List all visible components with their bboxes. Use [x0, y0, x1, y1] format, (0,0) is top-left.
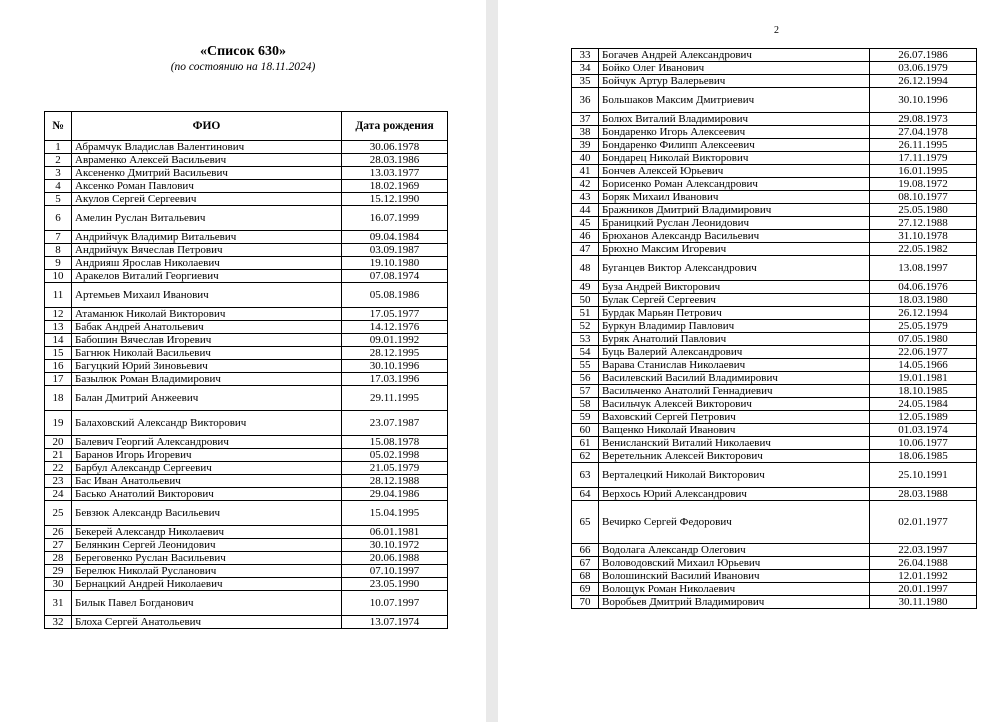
row-full-name: Бабошин Вячеслав Игоревич [72, 334, 342, 347]
row-number: 1 [45, 141, 72, 154]
table-row [45, 526, 448, 539]
table-row [45, 373, 448, 386]
row-full-name: Бойчук Артур Валерьевич [599, 75, 870, 88]
row-number: 41 [572, 165, 599, 178]
row-birth-date: 03.06.1979 [870, 62, 977, 75]
row-birth-date: 26.12.1994 [870, 75, 977, 88]
table-row [572, 333, 977, 346]
table-row [572, 372, 977, 385]
table-row [572, 113, 977, 126]
row-birth-date: 10.06.1977 [870, 437, 977, 450]
row-full-name: Василевский Василий Владимирович [599, 372, 870, 385]
row-full-name: Васильчук Алексей Викторович [599, 398, 870, 411]
row-number: 61 [572, 437, 599, 450]
row-full-name: Богачев Андрей Александрович [599, 49, 870, 62]
row-birth-date: 29.04.1986 [342, 488, 448, 501]
row-full-name: Баранов Игорь Игоревич [72, 449, 342, 462]
row-full-name: Браницкий Руслан Леонидович [599, 217, 870, 230]
row-birth-date: 25.10.1991 [870, 463, 977, 488]
row-birth-date: 14.12.1976 [342, 321, 448, 334]
header-number: № [45, 112, 72, 141]
row-number: 50 [572, 294, 599, 307]
row-full-name: Балевич Георгий Александрович [72, 436, 342, 449]
page-number: 2 [774, 25, 779, 36]
table-row [572, 281, 977, 294]
row-number: 55 [572, 359, 599, 372]
row-full-name: Амелин Руслан Витальевич [72, 206, 342, 231]
row-full-name: Авраменко Алексей Васильевич [72, 154, 342, 167]
row-full-name: Багуцкий Юрий Зиновьевич [72, 360, 342, 373]
row-birth-date: 22.06.1977 [870, 346, 977, 359]
table-row [45, 180, 448, 193]
row-full-name: Борисенко Роман Александрович [599, 178, 870, 191]
table-row [572, 488, 977, 501]
row-birth-date: 26.04.1988 [870, 557, 977, 570]
table-row [572, 320, 977, 333]
row-number: 33 [572, 49, 599, 62]
row-full-name: Береговенко Руслан Васильевич [72, 552, 342, 565]
row-birth-date: 18.03.1980 [870, 294, 977, 307]
table-row [572, 583, 977, 596]
row-number: 28 [45, 552, 72, 565]
document-page-1 [0, 0, 486, 722]
row-full-name: Боряк Михаил Иванович [599, 191, 870, 204]
row-number: 24 [45, 488, 72, 501]
table-row [572, 165, 977, 178]
row-number: 57 [572, 385, 599, 398]
table-row [45, 334, 448, 347]
row-number: 2 [45, 154, 72, 167]
row-birth-date: 22.03.1997 [870, 544, 977, 557]
row-number: 13 [45, 321, 72, 334]
table-row [45, 231, 448, 244]
persons-table-page-1 [44, 111, 448, 629]
row-birth-date: 30.10.1972 [342, 539, 448, 552]
row-full-name: Багнюк Николай Васильевич [72, 347, 342, 360]
row-number: 36 [572, 88, 599, 113]
row-number: 64 [572, 488, 599, 501]
row-full-name: Бернацкий Андрей Николаевич [72, 578, 342, 591]
row-number: 27 [45, 539, 72, 552]
row-number: 5 [45, 193, 72, 206]
row-full-name: Андрийчук Владимир Витальевич [72, 231, 342, 244]
row-number: 12 [45, 308, 72, 321]
row-number: 20 [45, 436, 72, 449]
row-birth-date: 06.01.1981 [342, 526, 448, 539]
row-birth-date: 07.08.1974 [342, 270, 448, 283]
row-full-name: Буряк Анатолий Павлович [599, 333, 870, 346]
table-row [572, 139, 977, 152]
table-row [572, 570, 977, 583]
row-number: 52 [572, 320, 599, 333]
row-full-name: Варава Станислав Николаевич [599, 359, 870, 372]
row-full-name: Бондарец Николай Викторович [599, 152, 870, 165]
row-birth-date: 23.05.1990 [342, 578, 448, 591]
row-birth-date: 16.07.1999 [342, 206, 448, 231]
row-full-name: Верхось Юрий Александрович [599, 488, 870, 501]
table-row [45, 167, 448, 180]
table-row [45, 154, 448, 167]
row-full-name: Аракелов Виталий Георгиевич [72, 270, 342, 283]
row-birth-date: 21.05.1979 [342, 462, 448, 475]
row-birth-date: 13.08.1997 [870, 256, 977, 281]
row-number: 42 [572, 178, 599, 191]
row-number: 4 [45, 180, 72, 193]
table-row [45, 270, 448, 283]
table-row [572, 385, 977, 398]
row-number: 44 [572, 204, 599, 217]
row-full-name: Болюх Виталий Владимирович [599, 113, 870, 126]
row-birth-date: 02.01.1977 [870, 501, 977, 544]
row-birth-date: 12.05.1989 [870, 411, 977, 424]
row-birth-date: 28.03.1988 [870, 488, 977, 501]
row-number: 53 [572, 333, 599, 346]
row-number: 29 [45, 565, 72, 578]
row-number: 30 [45, 578, 72, 591]
row-full-name: Буркун Владимир Павлович [599, 320, 870, 333]
row-full-name: Аксененко Дмитрий Васильевич [72, 167, 342, 180]
row-birth-date: 07.10.1997 [342, 565, 448, 578]
row-full-name: Билык Павел Богданович [72, 591, 342, 616]
row-number: 38 [572, 126, 599, 139]
row-number: 40 [572, 152, 599, 165]
row-birth-date: 13.07.1974 [342, 616, 448, 629]
row-number: 15 [45, 347, 72, 360]
row-birth-date: 30.10.1996 [870, 88, 977, 113]
row-birth-date: 15.12.1990 [342, 193, 448, 206]
table-row [572, 62, 977, 75]
table-row [572, 230, 977, 243]
table-row [45, 283, 448, 308]
row-full-name: Абрамчук Владислав Валентинович [72, 141, 342, 154]
row-birth-date: 12.01.1992 [870, 570, 977, 583]
row-number: 34 [572, 62, 599, 75]
row-birth-date: 19.08.1972 [870, 178, 977, 191]
row-number: 21 [45, 449, 72, 462]
row-birth-date: 30.11.1980 [870, 596, 977, 609]
header-full-name: ФИО [72, 112, 342, 141]
row-number: 37 [572, 113, 599, 126]
row-full-name: Веретельник Алексей Викторович [599, 450, 870, 463]
table-row [572, 49, 977, 62]
row-birth-date: 27.12.1988 [870, 217, 977, 230]
row-number: 67 [572, 557, 599, 570]
row-full-name: Блоха Сергей Анатольевич [72, 616, 342, 629]
row-birth-date: 15.08.1978 [342, 436, 448, 449]
row-birth-date: 18.06.1985 [870, 450, 977, 463]
row-birth-date: 26.12.1994 [870, 307, 977, 320]
row-full-name: Бас Иван Анатольевич [72, 475, 342, 488]
row-number: 39 [572, 139, 599, 152]
row-birth-date: 26.11.1995 [870, 139, 977, 152]
row-full-name: Балан Дмитрий Анжеевич [72, 386, 342, 411]
row-number: 68 [572, 570, 599, 583]
table-row [572, 359, 977, 372]
row-birth-date: 16.01.1995 [870, 165, 977, 178]
row-birth-date: 10.07.1997 [342, 591, 448, 616]
row-birth-date: 14.05.1966 [870, 359, 977, 372]
row-number: 56 [572, 372, 599, 385]
row-birth-date: 26.07.1986 [870, 49, 977, 62]
row-full-name: Басько Анатолий Викторович [72, 488, 342, 501]
row-full-name: Буза Андрей Викторович [599, 281, 870, 294]
row-birth-date: 24.05.1984 [870, 398, 977, 411]
row-birth-date: 09.01.1992 [342, 334, 448, 347]
row-birth-date: 18.10.1985 [870, 385, 977, 398]
row-full-name: Волошинский Василий Иванович [599, 570, 870, 583]
row-full-name: Берелюк Николай Русланович [72, 565, 342, 578]
table-row [45, 347, 448, 360]
table-row [572, 450, 977, 463]
row-birth-date: 19.01.1981 [870, 372, 977, 385]
row-full-name: Буць Валерий Александрович [599, 346, 870, 359]
row-number: 3 [45, 167, 72, 180]
row-birth-date: 30.06.1978 [342, 141, 448, 154]
row-number: 69 [572, 583, 599, 596]
row-birth-date: 13.03.1977 [342, 167, 448, 180]
row-birth-date: 17.11.1979 [870, 152, 977, 165]
table-row [572, 307, 977, 320]
row-full-name: Атаманюк Николай Викторович [72, 308, 342, 321]
row-full-name: Вечирко Сергей Федорович [599, 501, 870, 544]
row-full-name: Волощук Роман Николаевич [599, 583, 870, 596]
table-row [45, 475, 448, 488]
row-full-name: Акулов Сергей Сергеевич [72, 193, 342, 206]
table-row [572, 75, 977, 88]
row-number: 65 [572, 501, 599, 544]
row-number: 22 [45, 462, 72, 475]
row-number: 70 [572, 596, 599, 609]
table-row [572, 346, 977, 359]
table-header-row [45, 112, 448, 141]
row-birth-date: 03.09.1987 [342, 244, 448, 257]
table-row [45, 436, 448, 449]
row-full-name: Бойко Олег Иванович [599, 62, 870, 75]
row-number: 26 [45, 526, 72, 539]
table-row [45, 501, 448, 526]
table-row [45, 206, 448, 231]
row-full-name: Бондаренко Игорь Алексеевич [599, 126, 870, 139]
row-full-name: Бекерей Александр Николаевич [72, 526, 342, 539]
row-number: 66 [572, 544, 599, 557]
row-birth-date: 05.02.1998 [342, 449, 448, 462]
row-number: 10 [45, 270, 72, 283]
row-birth-date: 22.05.1982 [870, 243, 977, 256]
table-row [45, 141, 448, 154]
row-full-name: Большаков Максим Дмитриевич [599, 88, 870, 113]
document-title: «Список 630» [199, 44, 287, 59]
row-full-name: Венисланский Виталий Николаевич [599, 437, 870, 450]
row-birth-date: 29.08.1973 [870, 113, 977, 126]
row-birth-date: 08.10.1977 [870, 191, 977, 204]
table-row [572, 557, 977, 570]
row-number: 8 [45, 244, 72, 257]
row-number: 7 [45, 231, 72, 244]
row-birth-date: 04.06.1976 [870, 281, 977, 294]
row-birth-date: 15.04.1995 [342, 501, 448, 526]
document-page-2 [498, 0, 1000, 722]
row-full-name: Булак Сергей Сергеевич [599, 294, 870, 307]
row-full-name: Водолага Александр Олегович [599, 544, 870, 557]
row-number: 19 [45, 411, 72, 436]
table-row [572, 152, 977, 165]
table-row [45, 552, 448, 565]
row-full-name: Бевзюк Александр Васильевич [72, 501, 342, 526]
row-number: 51 [572, 307, 599, 320]
row-number: 32 [45, 616, 72, 629]
row-number: 43 [572, 191, 599, 204]
row-number: 17 [45, 373, 72, 386]
row-number: 9 [45, 257, 72, 270]
row-number: 47 [572, 243, 599, 256]
table-row [45, 411, 448, 436]
row-full-name: Ваховский Сергей Петрович [599, 411, 870, 424]
row-birth-date: 23.07.1987 [342, 411, 448, 436]
row-number: 11 [45, 283, 72, 308]
row-number: 25 [45, 501, 72, 526]
row-full-name: Бабак Андрей Анатольевич [72, 321, 342, 334]
row-full-name: Воробьев Дмитрий Владимирович [599, 596, 870, 609]
row-birth-date: 17.05.1977 [342, 308, 448, 321]
table-row [45, 308, 448, 321]
table-row [572, 88, 977, 113]
row-full-name: Белянкин Сергей Леонидович [72, 539, 342, 552]
row-full-name: Брюхно Максим Игоревич [599, 243, 870, 256]
row-full-name: Верталецкий Николай Викторович [599, 463, 870, 488]
table-row [572, 126, 977, 139]
table-row [572, 191, 977, 204]
document-subtitle: (по состоянию на 18.11.2024) [170, 61, 316, 73]
row-birth-date: 09.04.1984 [342, 231, 448, 244]
row-birth-date: 28.03.1986 [342, 154, 448, 167]
row-birth-date: 19.10.1980 [342, 257, 448, 270]
row-number: 35 [572, 75, 599, 88]
row-birth-date: 28.12.1995 [342, 347, 448, 360]
table-row [572, 243, 977, 256]
row-full-name: Артемьев Михаил Иванович [72, 283, 342, 308]
table-row [45, 193, 448, 206]
row-number: 58 [572, 398, 599, 411]
row-birth-date: 25.05.1980 [870, 204, 977, 217]
row-birth-date: 29.11.1995 [342, 386, 448, 411]
row-number: 49 [572, 281, 599, 294]
table-row [572, 398, 977, 411]
row-number: 31 [45, 591, 72, 616]
table-row [45, 386, 448, 411]
row-full-name: Аксенко Роман Павлович [72, 180, 342, 193]
row-number: 59 [572, 411, 599, 424]
table-row [572, 424, 977, 437]
row-birth-date: 20.01.1997 [870, 583, 977, 596]
row-number: 16 [45, 360, 72, 373]
row-full-name: Воловодовский Михаил Юрьевич [599, 557, 870, 570]
row-birth-date: 20.06.1988 [342, 552, 448, 565]
table-row [45, 449, 448, 462]
row-number: 48 [572, 256, 599, 281]
table-row [572, 294, 977, 307]
row-birth-date: 18.02.1969 [342, 180, 448, 193]
table-row [572, 596, 977, 609]
row-full-name: Бурдак Марьян Петрович [599, 307, 870, 320]
row-birth-date: 30.10.1996 [342, 360, 448, 373]
row-full-name: Андрияш Ярослав Николаевич [72, 257, 342, 270]
persons-table-page-2 [571, 48, 977, 609]
table-row [572, 217, 977, 230]
row-number: 62 [572, 450, 599, 463]
table-row [572, 544, 977, 557]
row-full-name: Балаховский Александр Викторович [72, 411, 342, 436]
row-full-name: Андрийчук Вячеслав Петрович [72, 244, 342, 257]
row-number: 45 [572, 217, 599, 230]
row-birth-date: 07.05.1980 [870, 333, 977, 346]
table-row [45, 244, 448, 257]
row-full-name: Базылюк Роман Владимирович [72, 373, 342, 386]
row-full-name: Васильченко Анатолий Геннадиевич [599, 385, 870, 398]
table-row [45, 462, 448, 475]
table-row [572, 463, 977, 488]
table-row [45, 591, 448, 616]
table-row [45, 578, 448, 591]
row-number: 60 [572, 424, 599, 437]
row-full-name: Бондаренко Филипп Алексеевич [599, 139, 870, 152]
row-birth-date: 01.03.1974 [870, 424, 977, 437]
row-birth-date: 28.12.1988 [342, 475, 448, 488]
row-full-name: Бражников Дмитрий Владимирович [599, 204, 870, 217]
row-number: 6 [45, 206, 72, 231]
row-number: 23 [45, 475, 72, 488]
row-birth-date: 05.08.1986 [342, 283, 448, 308]
table-row [572, 204, 977, 217]
row-full-name: Брюханов Александр Васильевич [599, 230, 870, 243]
row-number: 63 [572, 463, 599, 488]
table-row [572, 256, 977, 281]
table-row [45, 488, 448, 501]
row-number: 14 [45, 334, 72, 347]
row-number: 46 [572, 230, 599, 243]
row-birth-date: 17.03.1996 [342, 373, 448, 386]
table-row [572, 178, 977, 191]
row-birth-date: 27.04.1978 [870, 126, 977, 139]
row-full-name: Барбул Александр Сергеевич [72, 462, 342, 475]
row-full-name: Ващенко Николай Иванович [599, 424, 870, 437]
row-full-name: Бончев Алексей Юрьевич [599, 165, 870, 178]
row-number: 54 [572, 346, 599, 359]
table-row [45, 616, 448, 629]
table-row [45, 257, 448, 270]
row-birth-date: 31.10.1978 [870, 230, 977, 243]
row-number: 18 [45, 386, 72, 411]
table-row [45, 360, 448, 373]
row-full-name: Буганцев Виктор Александрович [599, 256, 870, 281]
row-birth-date: 25.05.1979 [870, 320, 977, 333]
table-row [45, 321, 448, 334]
header-birth-date: Дата рождения [342, 112, 448, 141]
table-row [572, 411, 977, 424]
table-row [45, 539, 448, 552]
table-row [45, 565, 448, 578]
table-row [572, 437, 977, 450]
table-row [572, 501, 977, 544]
